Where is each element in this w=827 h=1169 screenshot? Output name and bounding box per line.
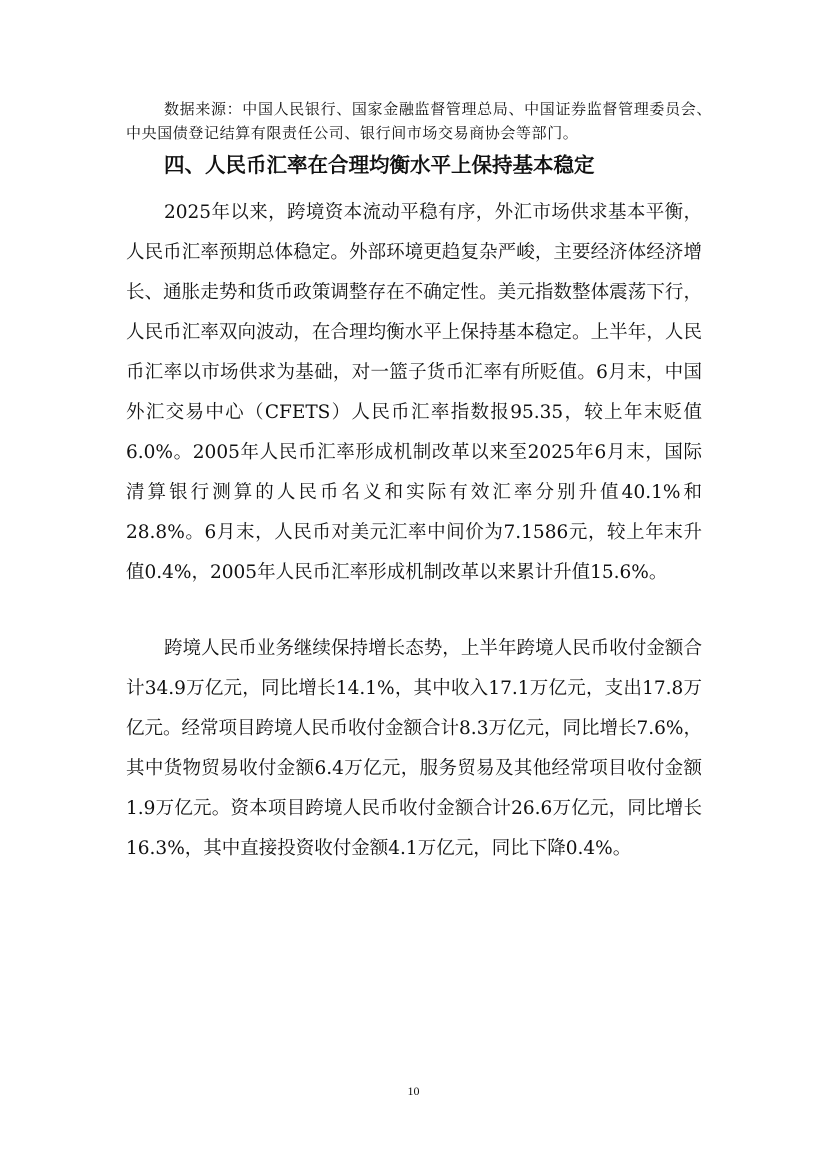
body-paragraph-cross-border-rmb: 跨境人民币业务继续保持增长态势，上半年跨境人民币收付金额合计34.9万亿元，同比增长14.1%，其中收入17.1万亿元，支出17.8万亿元。经常项目跨境人民币收付金额合计8.3万亿元，同比增长7.6%，其中货物贸易收付金额6.4万亿元，服务贸易及其他经常项目收付金额1.9万亿元。资本项目跨境人民币收付金额合计26.6万亿元，同比增长16.3%，其中直接投资收付金额4.1万亿元，同比下降0.4%。 — [126, 638, 702, 859]
body-paragraph-exchange-rate: 2025年以来，跨境资本流动平稳有序，外汇市场供求基本平衡，人民币汇率预期总体稳定。外部环境更趋复杂严峻，主要经济体经济增长、通胀走势和货币政策调整存在不确定性。美元指数整体震荡下行，人民币汇率双向波动，在合理均衡水平上保持基本稳定。上半年，人民币汇率以市场供求为基础，对一篮子货币汇率有所贬值。6月末，中国外汇交易中心（CFETS）人民币汇率指数报95.35，较上年末贬值6.0%。2005年人民币汇率形成机制改革以来至2025年6月末，国际清算银行测算的人民币名义和实际有效汇率分别升值40.1%和28.8%。6月末，人民币对美元汇率中间价为7.1586元，较上年末升值0.4%，2005年人民币汇率形成机制改革以来累计升值15.6%。 — [126, 202, 702, 583]
data-source-note: 数据来源：中国人民银行、国家金融监督管理总局、中国证券监督管理委员会、中央国债登记结算有限责任公司、银行间市场交易商协会等部门。 — [126, 100, 712, 142]
section-heading: 四、人民币汇率在合理均衡水平上保持基本稳定 — [164, 153, 595, 177]
page-number: 10 — [407, 1084, 420, 1098]
